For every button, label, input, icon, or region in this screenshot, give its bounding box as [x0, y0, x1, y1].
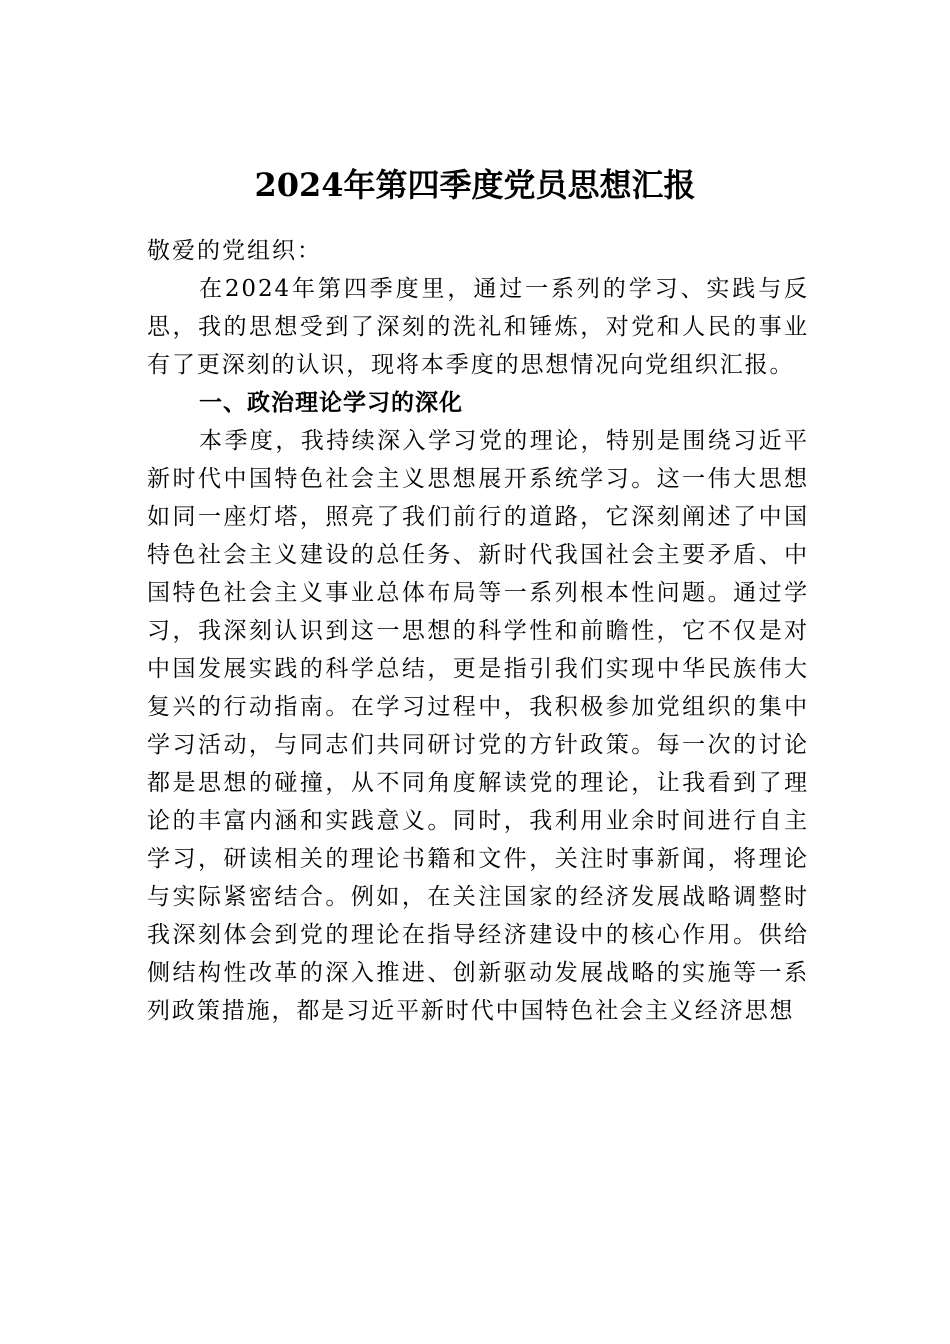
section-paragraph: 本季度，我持续深入学习党的理论，特别是围绕习近平新时代中国特色社会主义思想展开系统学习。这一伟大思想如同一座灯塔，照亮了我们前行的道路，它深刻阐述了中国特色社会主义建设的总任务、新时代我国社会主要矛盾、中国特色社会主义事业总体布局等一系列根本性问题。通过学习，我深刻认识到这一思想的科学性和前瞻性，它不仅是对中国发展实践的科学总结，更是指引我们实现中华民族伟大复兴的行动指南。在学习过程中，我积极参加党组织的集中学习活动，与同志们共同研讨党的方针政策。每一次的讨论都是思想的碰撞，从不同角度解读党的理论，让我看到了理论的丰富内涵和实践意义。同时，我利用业余时间进行自主学习，研读相关的理论书籍和文件，关注时事新闻，将理论与实际紧密结合。例如，在关注国家的经济发展战略调整时我深刻体会到党的理论在指导经济建设中的核心作用。供给侧结构性改革的深入推进、创新驱动发展战略的实施等一系列政策措施，都是习近平新时代中国特色社会主义经济思想	[147, 428, 809, 1024]
section-heading: 一、政治理论学习的深化	[199, 390, 463, 416]
intro-paragraph: 在2024年第四季度里，通过一系列的学习、实践与反思，我的思想受到了深刻的洗礼和锤炼，对党和人民的事业有了更深刻的认识，现将本季度的思想情况向党组织汇报。	[147, 276, 809, 378]
document-body	[147, 232, 809, 1030]
document-title: 2024年第四季度党员思想汇报	[254, 166, 696, 204]
salutation: 敬爱的党组织：	[147, 238, 322, 264]
